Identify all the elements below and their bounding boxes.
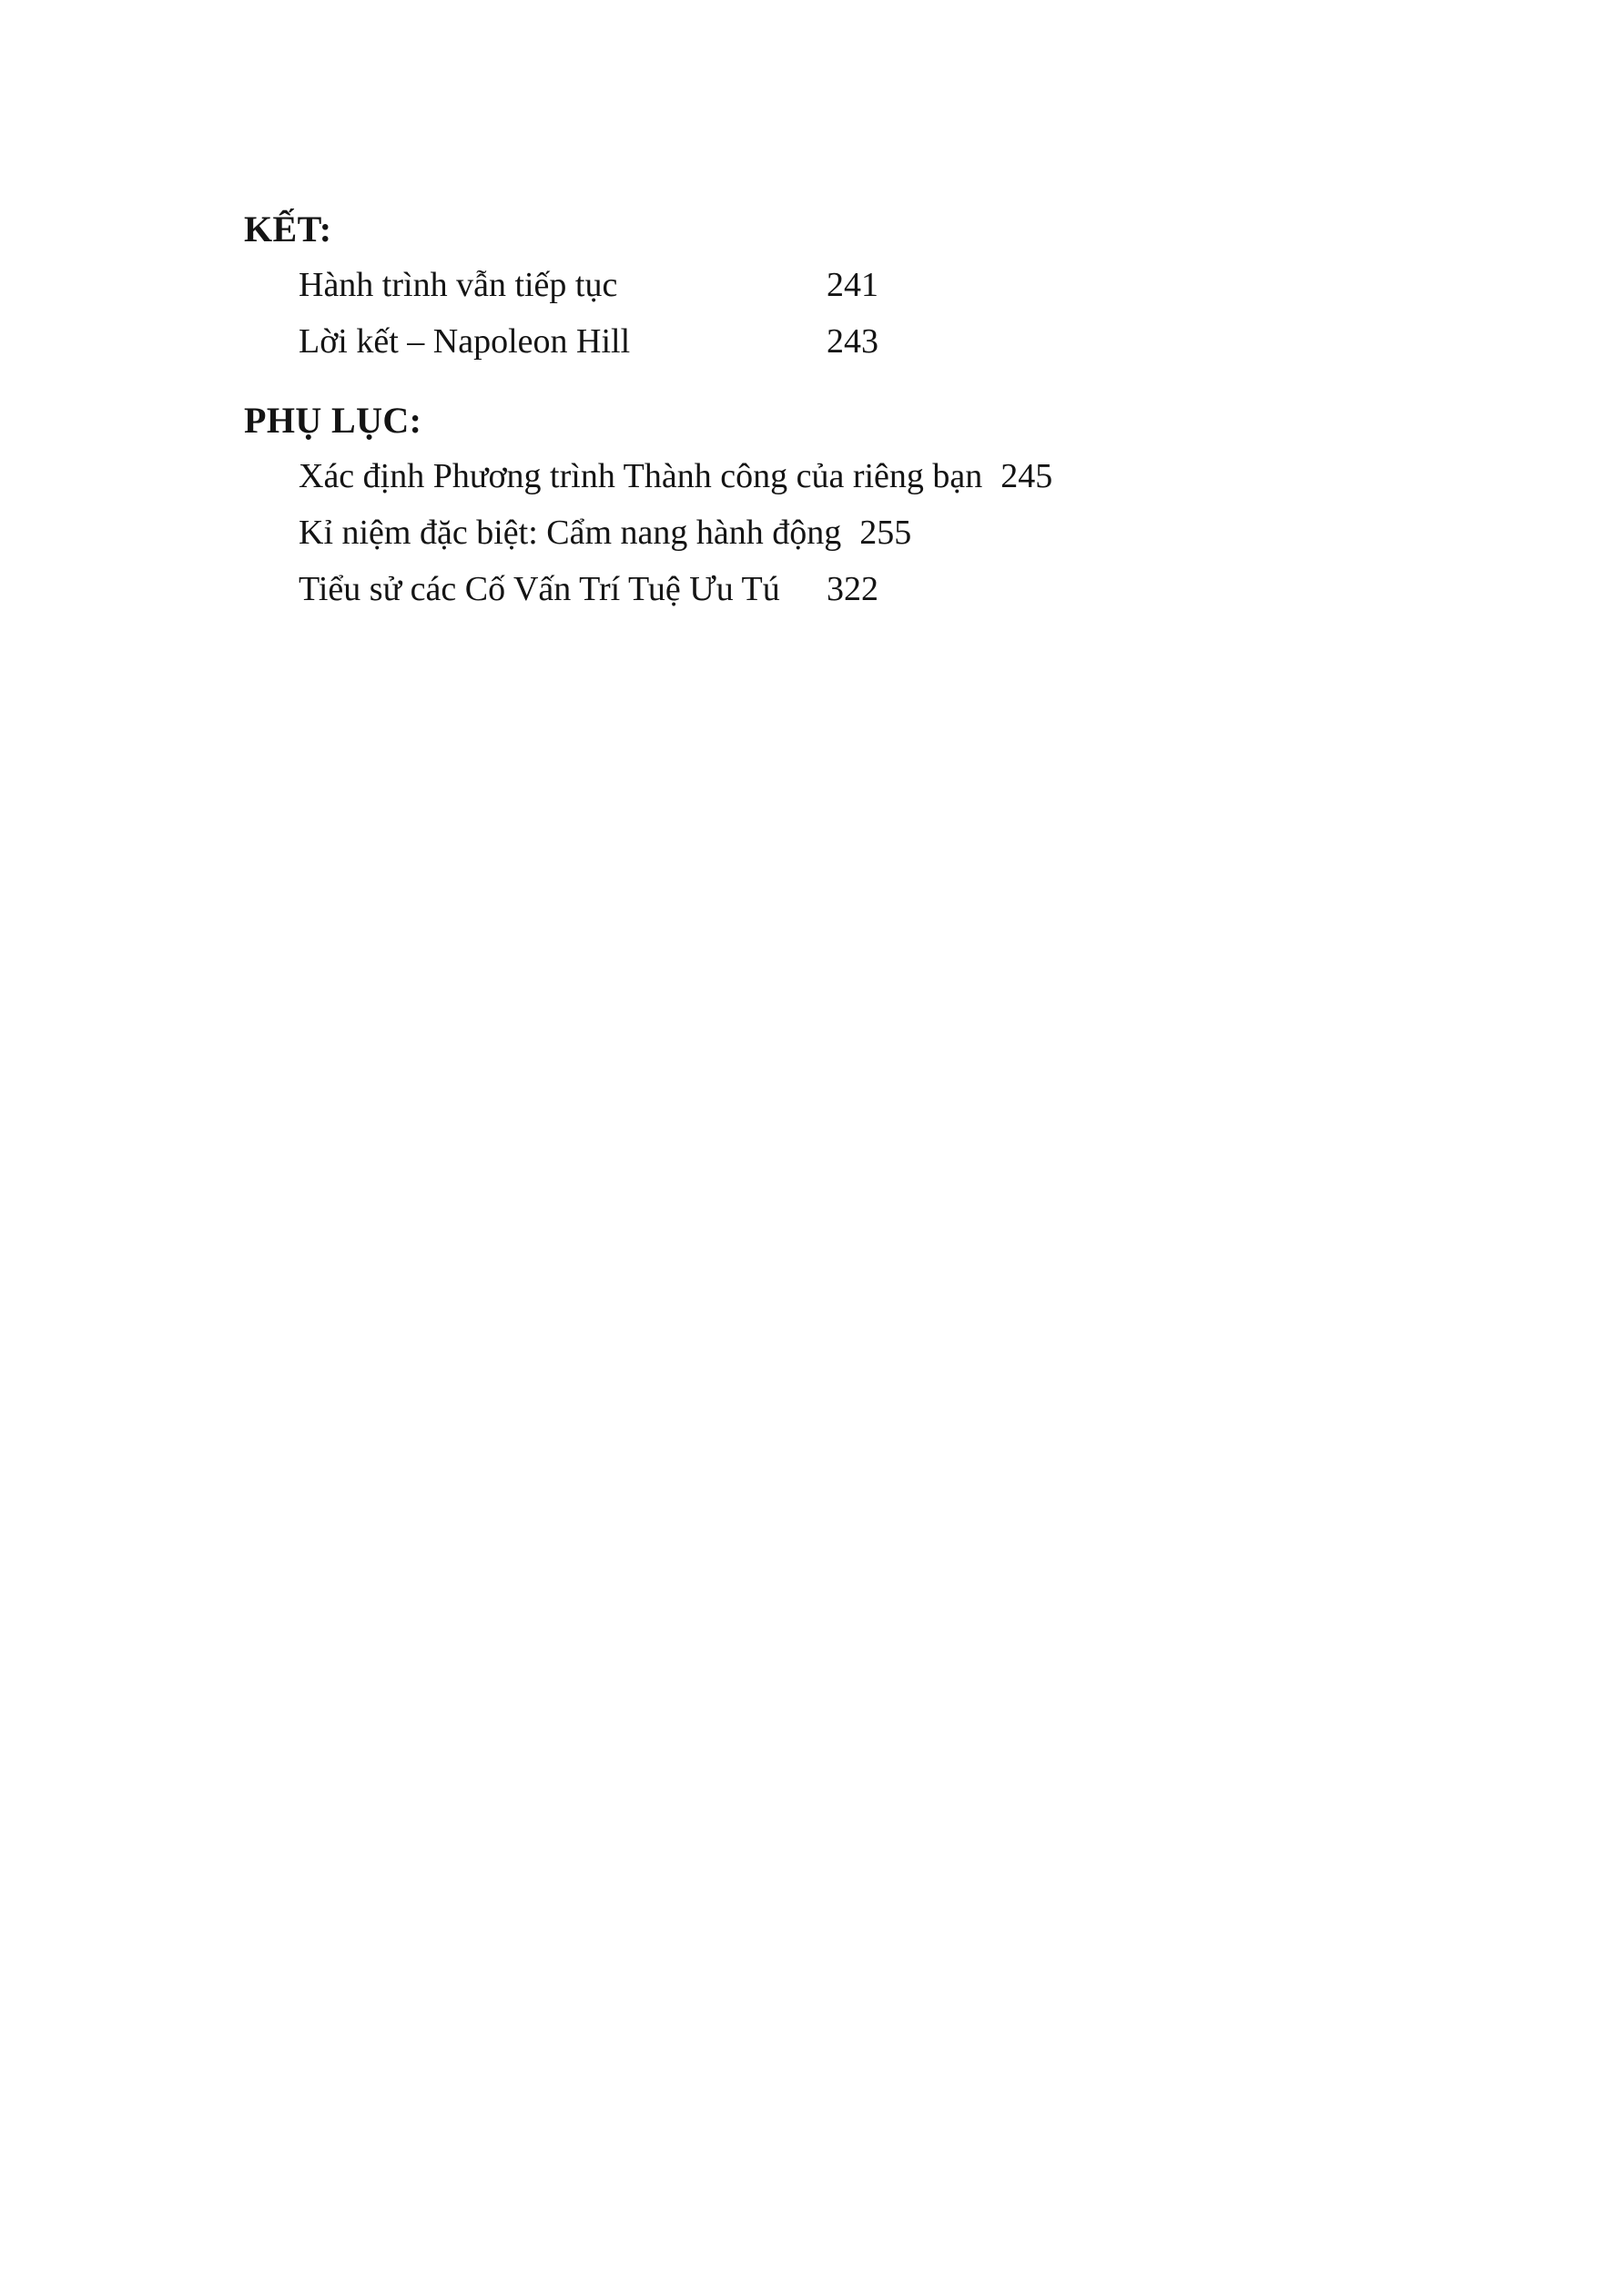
list-item[interactable] <box>244 324 1355 381</box>
toc-section-heading: PHỤ LỤC: <box>244 400 422 441</box>
toc-entry-page-number: 243 <box>827 322 878 361</box>
toc-entry-page-number: 255 <box>859 514 912 552</box>
toc-entry-page-number: 245 <box>1000 457 1053 495</box>
list-item[interactable] <box>244 572 1355 628</box>
table-of-contents <box>244 211 1355 628</box>
toc-entry-title: Tiểu sử các Cố Vấn Trí Tuệ Ưu Tú <box>299 570 780 608</box>
toc-section-phu-luc <box>244 402 1355 628</box>
list-item[interactable] <box>244 459 1355 515</box>
toc-entry-page-number: 241 <box>827 266 878 304</box>
toc-entry-title: Kỉ niệm đặc biệt: Cẩm nang hành động <box>299 514 842 552</box>
toc-entry-page-number: 322 <box>827 570 878 608</box>
toc-entry-title: Hành trình vẫn tiếp tục <box>299 266 618 304</box>
list-item[interactable] <box>244 515 1355 572</box>
toc-section-ket <box>244 211 1355 381</box>
toc-entry-list <box>244 268 1355 381</box>
toc-entry-title: Lời kết – Napoleon Hill <box>299 322 631 361</box>
toc-entry-list <box>244 459 1355 628</box>
list-item[interactable] <box>244 268 1355 324</box>
toc-section-heading: KẾT: <box>244 209 332 249</box>
toc-entry-title: Xác định Phương trình Thành công của riêng bạn <box>299 457 983 495</box>
